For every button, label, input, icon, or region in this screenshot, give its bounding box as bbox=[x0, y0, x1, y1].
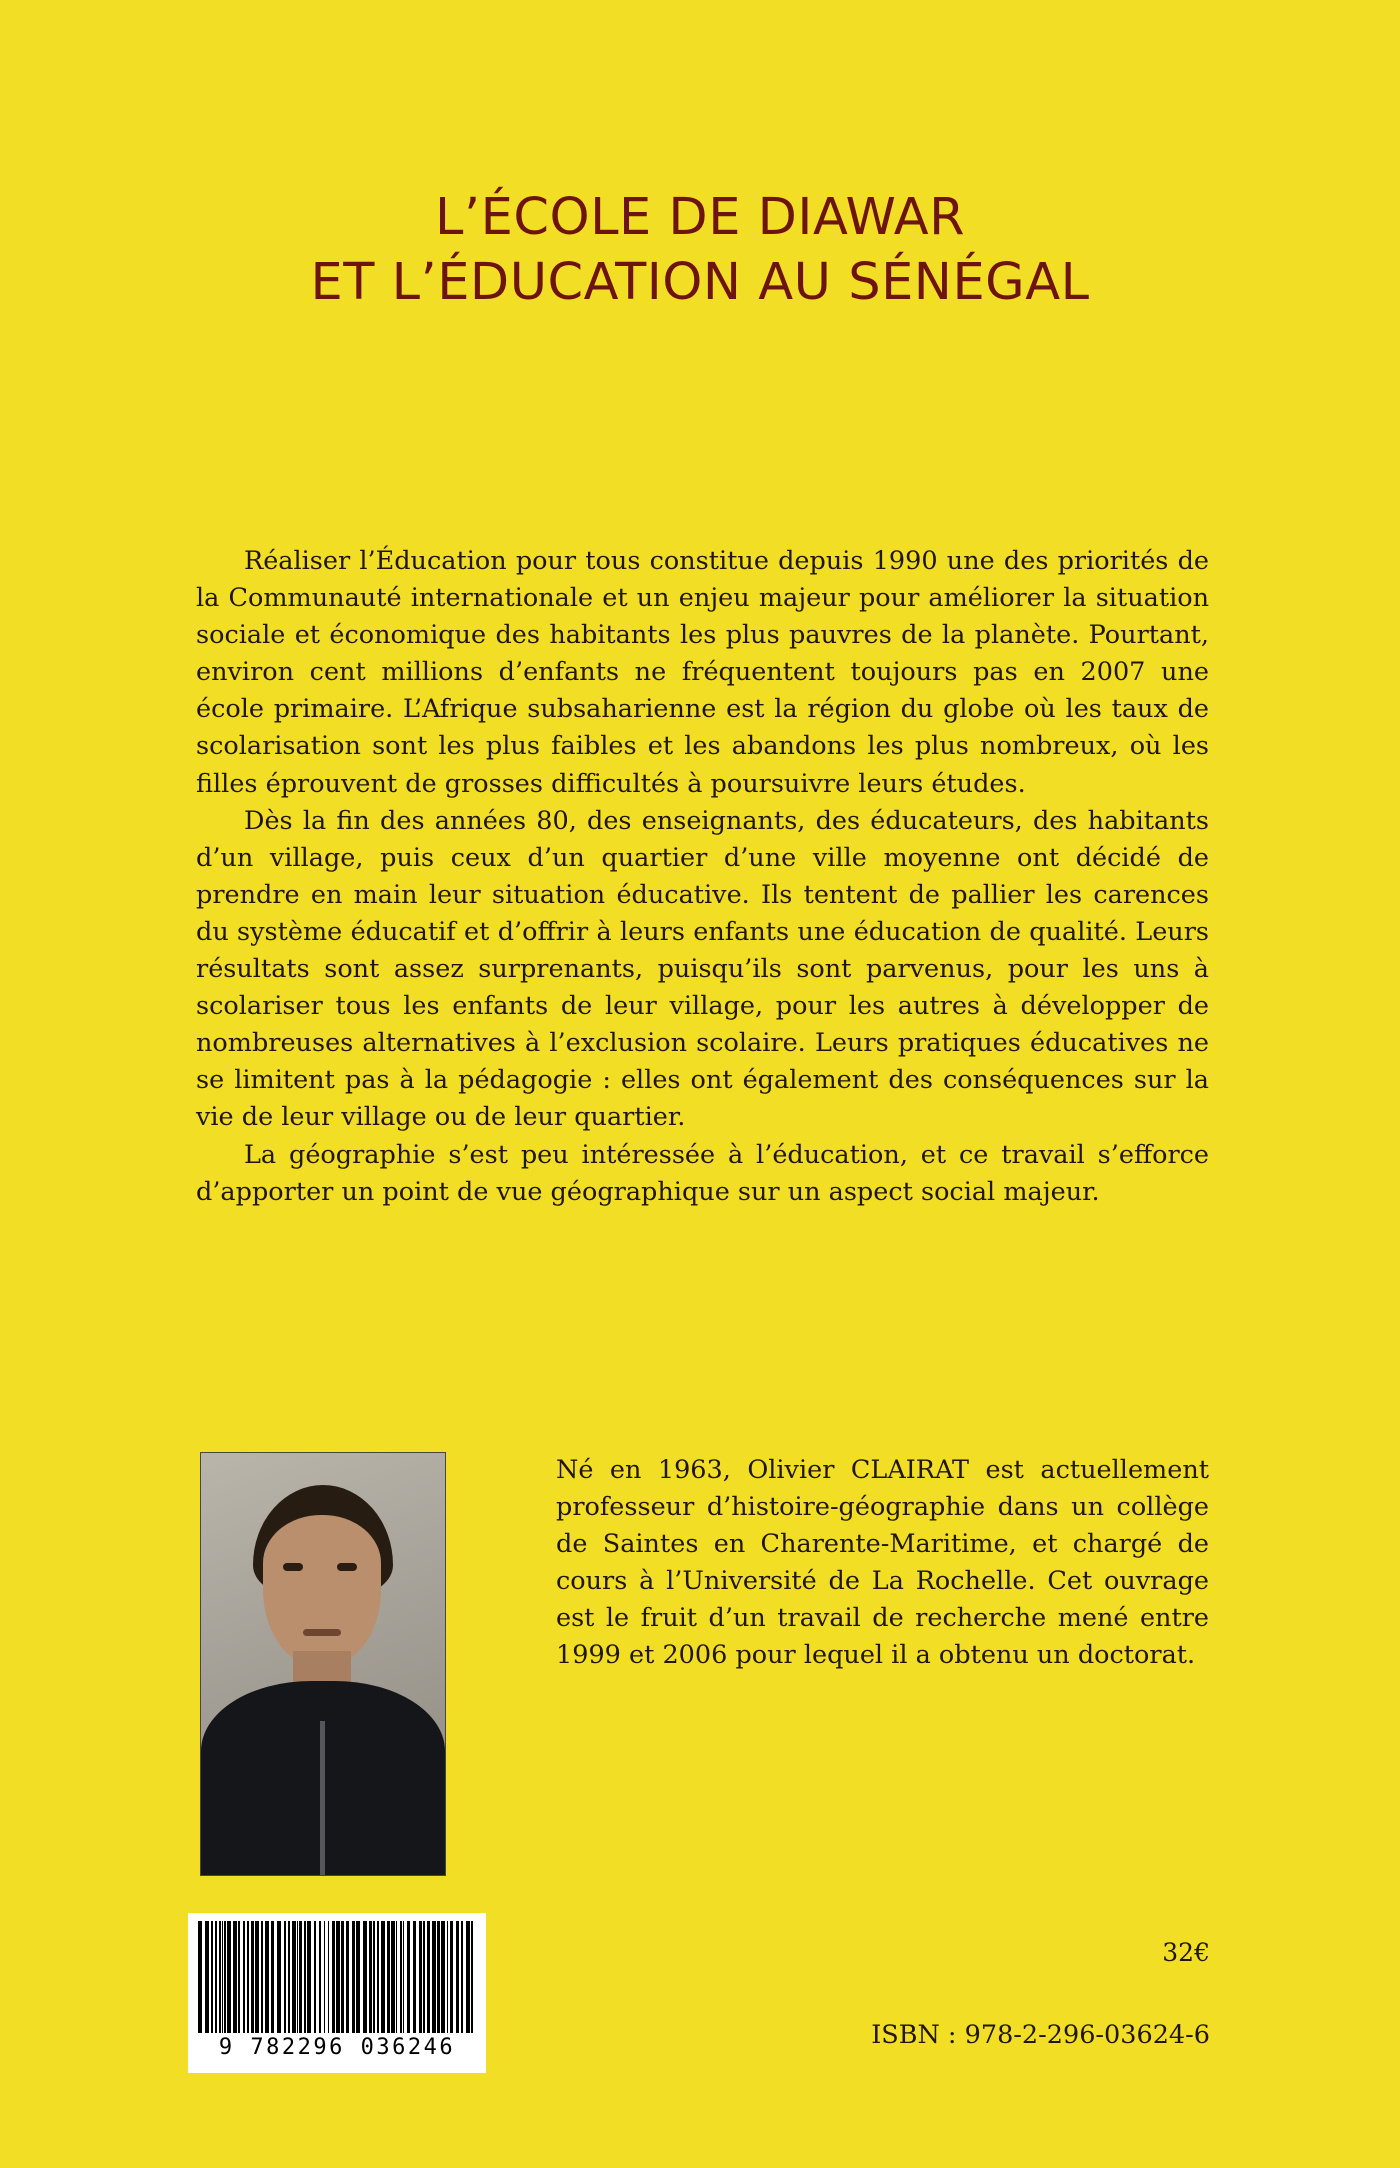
blurb-paragraph: Réaliser l’Éducation pour tous constitue depuis 1990 une des priorités de la Communauté internationale et un enjeu majeur pour améliorer la situation sociale et économique des habitants les plus pauvres de la planète. Pourtant, environ cent millions d’enfants ne fréquentent toujours pas en 2007 une école primaire. L’Afrique subsaharienne est la région du globe où les taux de scolarisation sont les plus faibles et les abandons les plus nombreux, où les filles éprouvent de grosses difficultés à poursuivre leurs études. bbox=[196, 546, 1209, 799]
title-line-1: L’ÉCOLE DE DIAWAR bbox=[434, 188, 966, 247]
author-photo bbox=[200, 1452, 446, 1876]
portrait-jacket-zipper bbox=[320, 1721, 325, 1875]
barcode bbox=[188, 1913, 486, 2073]
portrait-face bbox=[263, 1515, 381, 1665]
price-label: 32€ bbox=[1162, 1938, 1210, 1967]
isbn-label: ISBN : 978-2-296-03624-6 bbox=[871, 2020, 1210, 2050]
blurb-paragraph: Dès la fin des années 80, des enseignants, des éducateurs, des habitants d’un village, puis ceux d’un quartier d’une ville moyenne ont décidé de prendre en main leur situation éducative. Ils tentent de pallier les carences du système éducatif et d’offrir à leurs enfants une éducation de qualité. Leurs résultats sont assez surprenants, puisqu’ils sont parvenus, pour les uns à scolariser tous les enfants de leur village, pour les autres à développer de nombreuses alternatives à l’exclusion scolaire. Leurs pratiques éducatives ne se limitent pas à la pédagogie : elles ont également des conséquences sur la vie de leur village ou de leur quartier. bbox=[196, 805, 1209, 1133]
portrait-eye-left bbox=[283, 1563, 303, 1571]
barcode-number: 9 782296 036246 bbox=[218, 2035, 456, 2060]
portrait-mouth bbox=[303, 1629, 341, 1636]
title-line-2: ET L’ÉDUCATION AU SÉNÉGAL bbox=[310, 253, 1090, 313]
blurb-paragraph: La géographie s’est peu intéressée à l’éducation, et ce travail s’efforce d’apporter un point de vue géographique sur un aspect social majeur. bbox=[196, 1139, 1209, 1207]
portrait-eye-right bbox=[337, 1563, 357, 1571]
author-bio bbox=[556, 1452, 1209, 1674]
page-title bbox=[0, 185, 1400, 316]
blurb-text bbox=[196, 543, 1209, 1211]
barcode-bars bbox=[198, 1921, 476, 2033]
author-bio-text: Né en 1963, Olivier CLAIRAT est actuellement professeur d’histoire-géographie dans un collège de Saintes en Charente-Maritime, et chargé de cours à l’Université de La Rochelle. Cet ouvrage est le fruit d’un travail de recherche mené entre 1999 et 2006 pour lequel il a obtenu un doctorat. bbox=[556, 1455, 1209, 1670]
